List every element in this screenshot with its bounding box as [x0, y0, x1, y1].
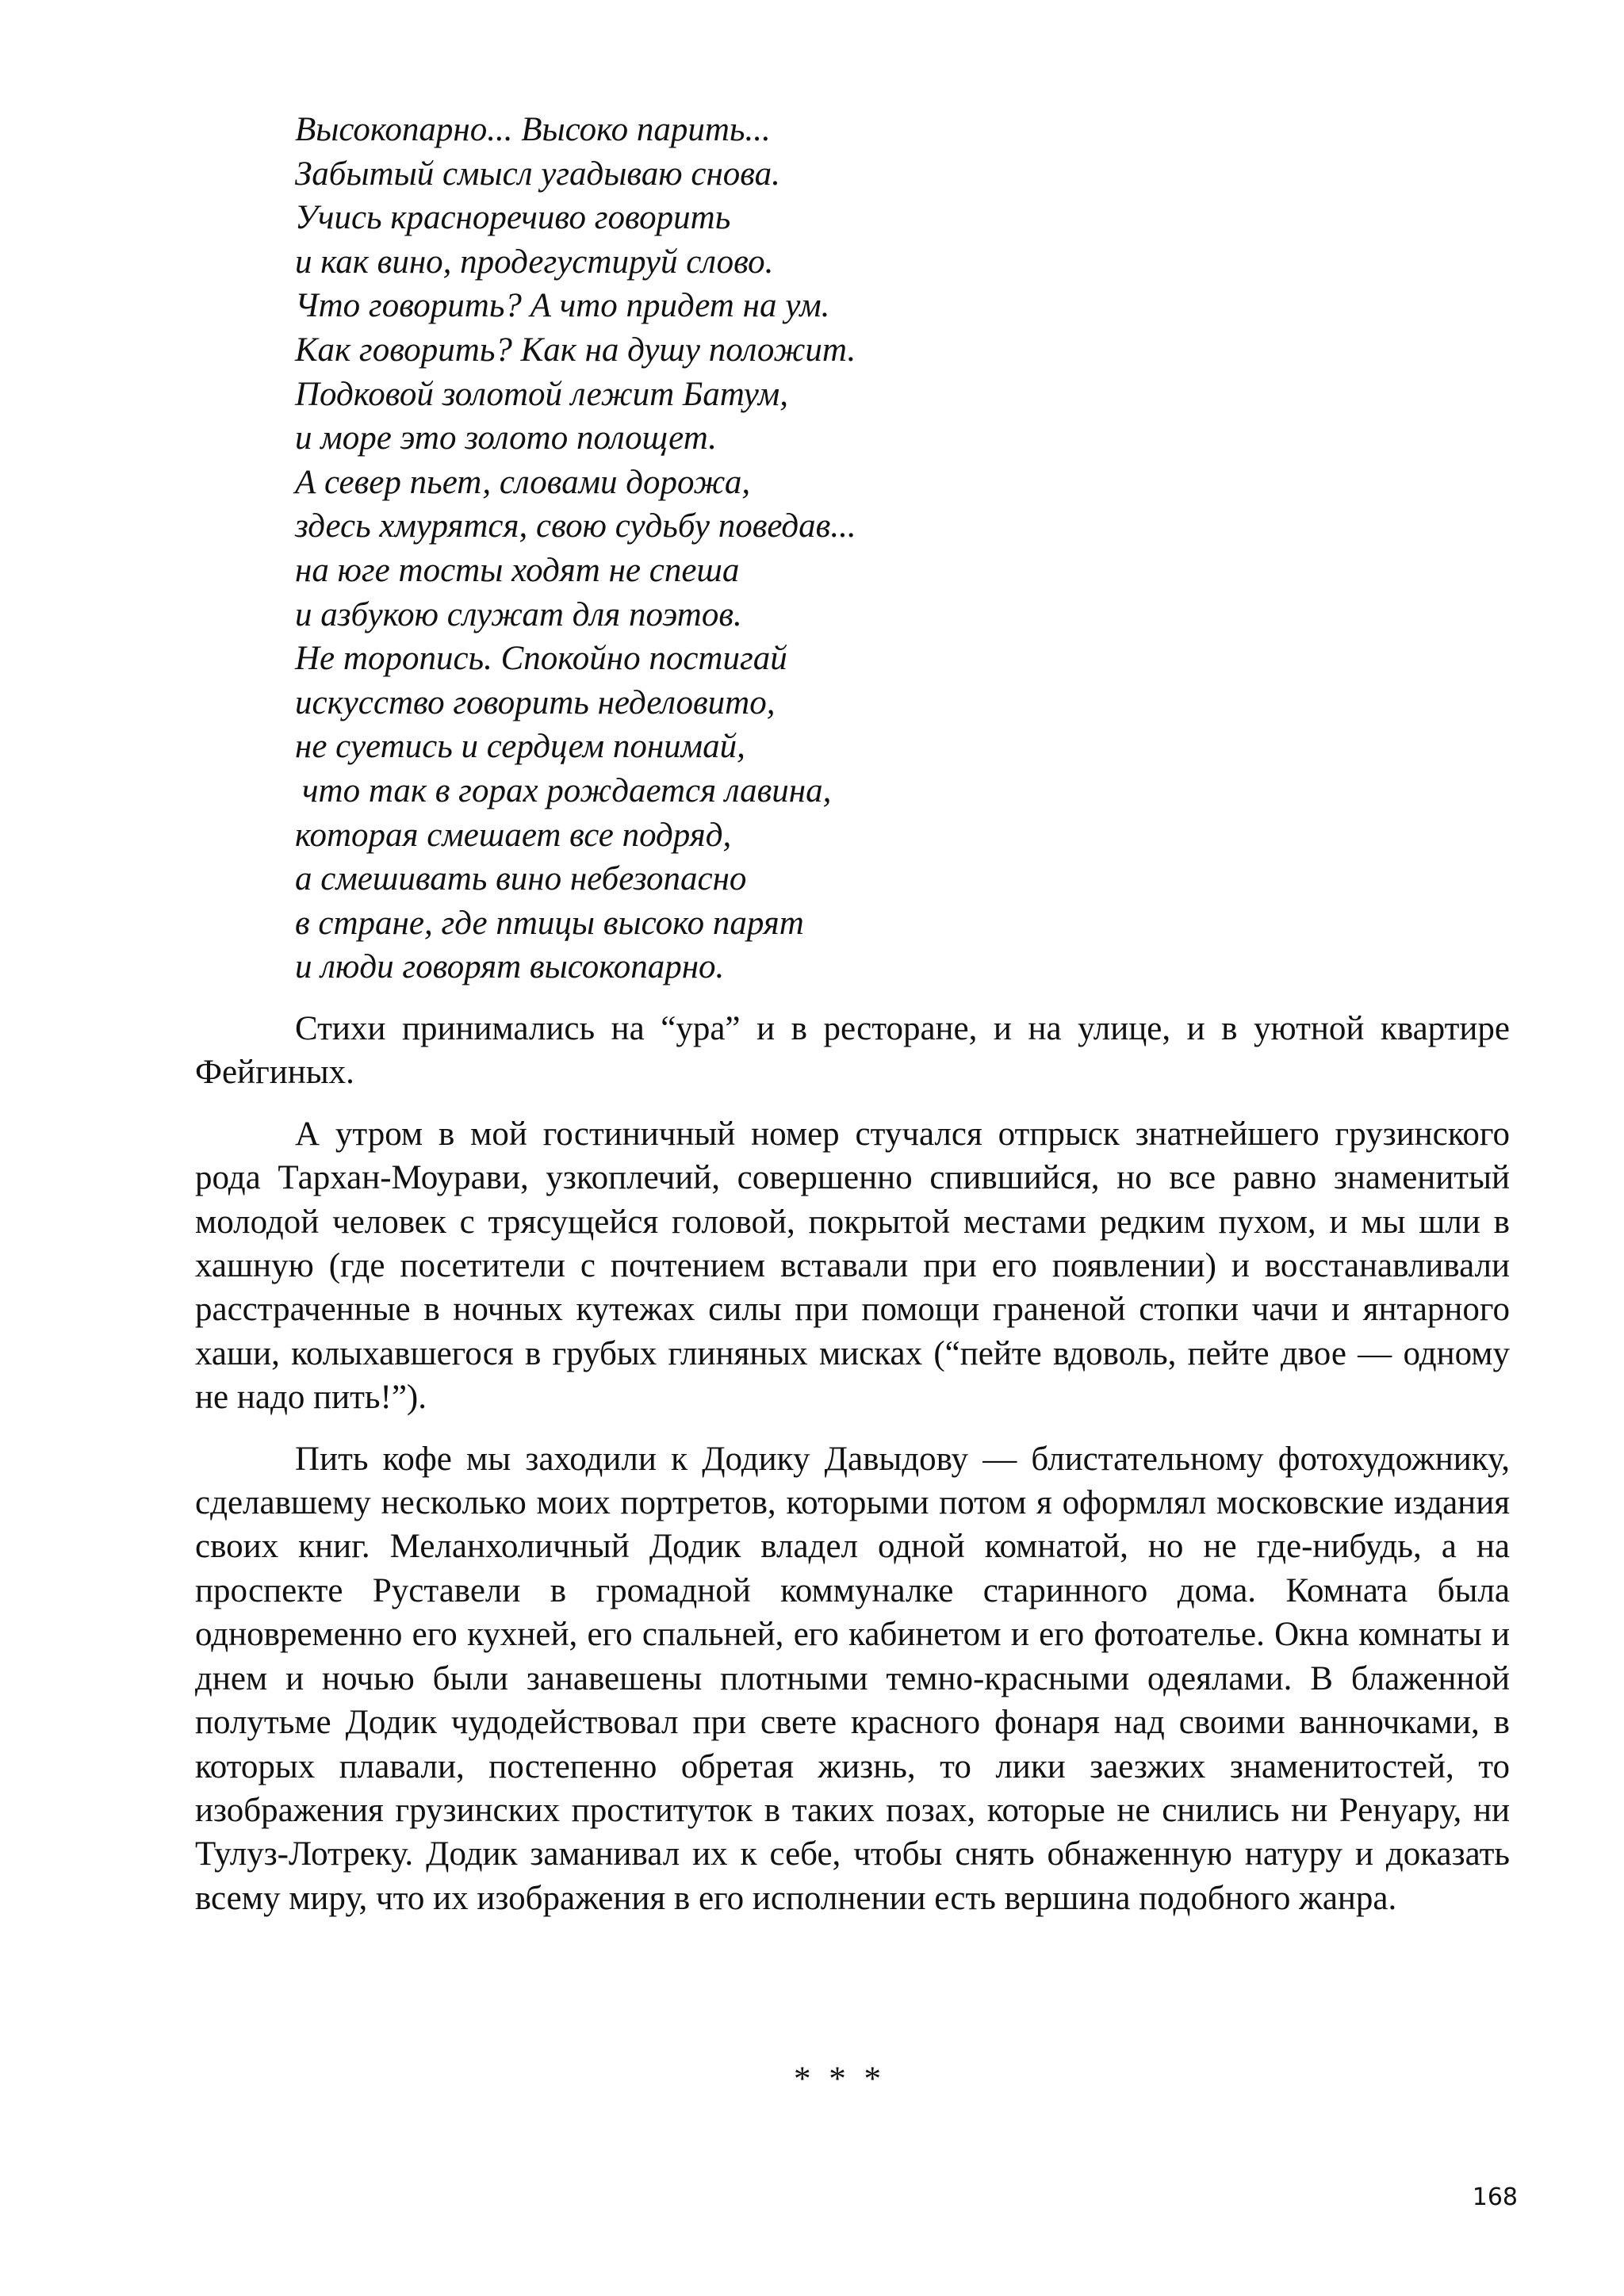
poem-line: не суетись и сердцем понимай,	[295, 728, 745, 766]
poem-line: которая смешает все подряд,	[295, 816, 732, 854]
poem-line: Не торопись. Спокойно постигай	[295, 640, 787, 678]
poem-line: и море это золото полощет.	[295, 419, 718, 457]
paragraph: Пить кофе мы заходили к Додику Давыдову — блистательному фотохудожнику, сделавшему несколько моих портретов, которыми потом я оформлял московские издания своих книг. Меланхоличный Додик владел одной комнатой, но не где-нибудь, а на проспекте Руставели в громадной коммуналке старинного дома. Комната была одновременно его кухней, его спальней, его кабинетом и его фотоателье. Окна комнаты и днем и ночью были занавешены плотными темно-красными одеялами. В блаженной полутьме Додик чудодействовал при свете красного фонаря над своими ванночками, в которых плавали, постепенно обретая жизнь, то лики заезжих знаменитостей, то изображения грузинских проституток в таких позах, которые не снились ни Ренуару, ни Тулуз-Лотреку. Додик заманивал их к себе, чтобы снять обнаженную натуру и доказать всему миру, что их изображения в его исполнении есть вершина подобного жанра.	[195, 1440, 1510, 1917]
paragraph: Стихи принимались на “ура” и в ресторане, и на улице, и в уютной квартире Фейгиных.	[195, 1010, 1510, 1092]
paragraph: А утром в мой гостиничный номер стучался отпрыск знатнейшего грузинского рода Тархан-Моурави, узкоплечий, совершенно спившийся, но все равно знаменитый молодой человек с трясущейся головой, покрытой местами редким пухом, и мы шли в хашную (где посетители с почтением вставали при его появлении) и восстанавливали расстраченные в ночных кутежах силы при помощи граненой стопки чачи и янтарного хаши, колыхавшегося в грубых глиняных мисках (“пейте вдоволь, пейте двое — одному не надо пить!”).	[195, 1115, 1510, 1417]
poem-line: Учись красноречиво говорить	[295, 199, 731, 237]
poem-line: Подковой золотой лежит Батум,	[295, 375, 788, 413]
poem-line: искусство говорить неделовито,	[295, 683, 776, 721]
poem-line: а смешивать вино небезопасно	[295, 860, 747, 898]
page-number: 168	[1472, 2183, 1518, 2211]
poem-line: Забытый смысл угадываю снова.	[295, 155, 780, 193]
poem-line: А север пьет, словами дорожа,	[295, 463, 751, 501]
poem-line: и как вино, продегустируй слово.	[295, 243, 774, 281]
poem-line: Как говорить? Как на душу положит.	[295, 331, 856, 369]
section-separator: * * *	[794, 2061, 886, 2098]
poem-block	[295, 108, 1484, 989]
poem-line: на юге тосты ходят не спеша	[295, 551, 740, 589]
poem-line: в стране, где птицы высоко парят	[295, 904, 804, 942]
poem-line: и азбукою служат для поэтов.	[295, 595, 742, 633]
poem-line: что так в горах рождается лавина,	[302, 771, 832, 809]
prose-block	[195, 1007, 1510, 1938]
poem-line: Что говорить? А что придет на ум.	[295, 287, 830, 325]
poem-line: здесь хмурятся, свою судьбу поведав...	[295, 507, 856, 545]
poem-line: и люди говорят высокопарно.	[295, 948, 725, 986]
poem-line: Высокопарно... Высоко парить...	[295, 111, 771, 148]
